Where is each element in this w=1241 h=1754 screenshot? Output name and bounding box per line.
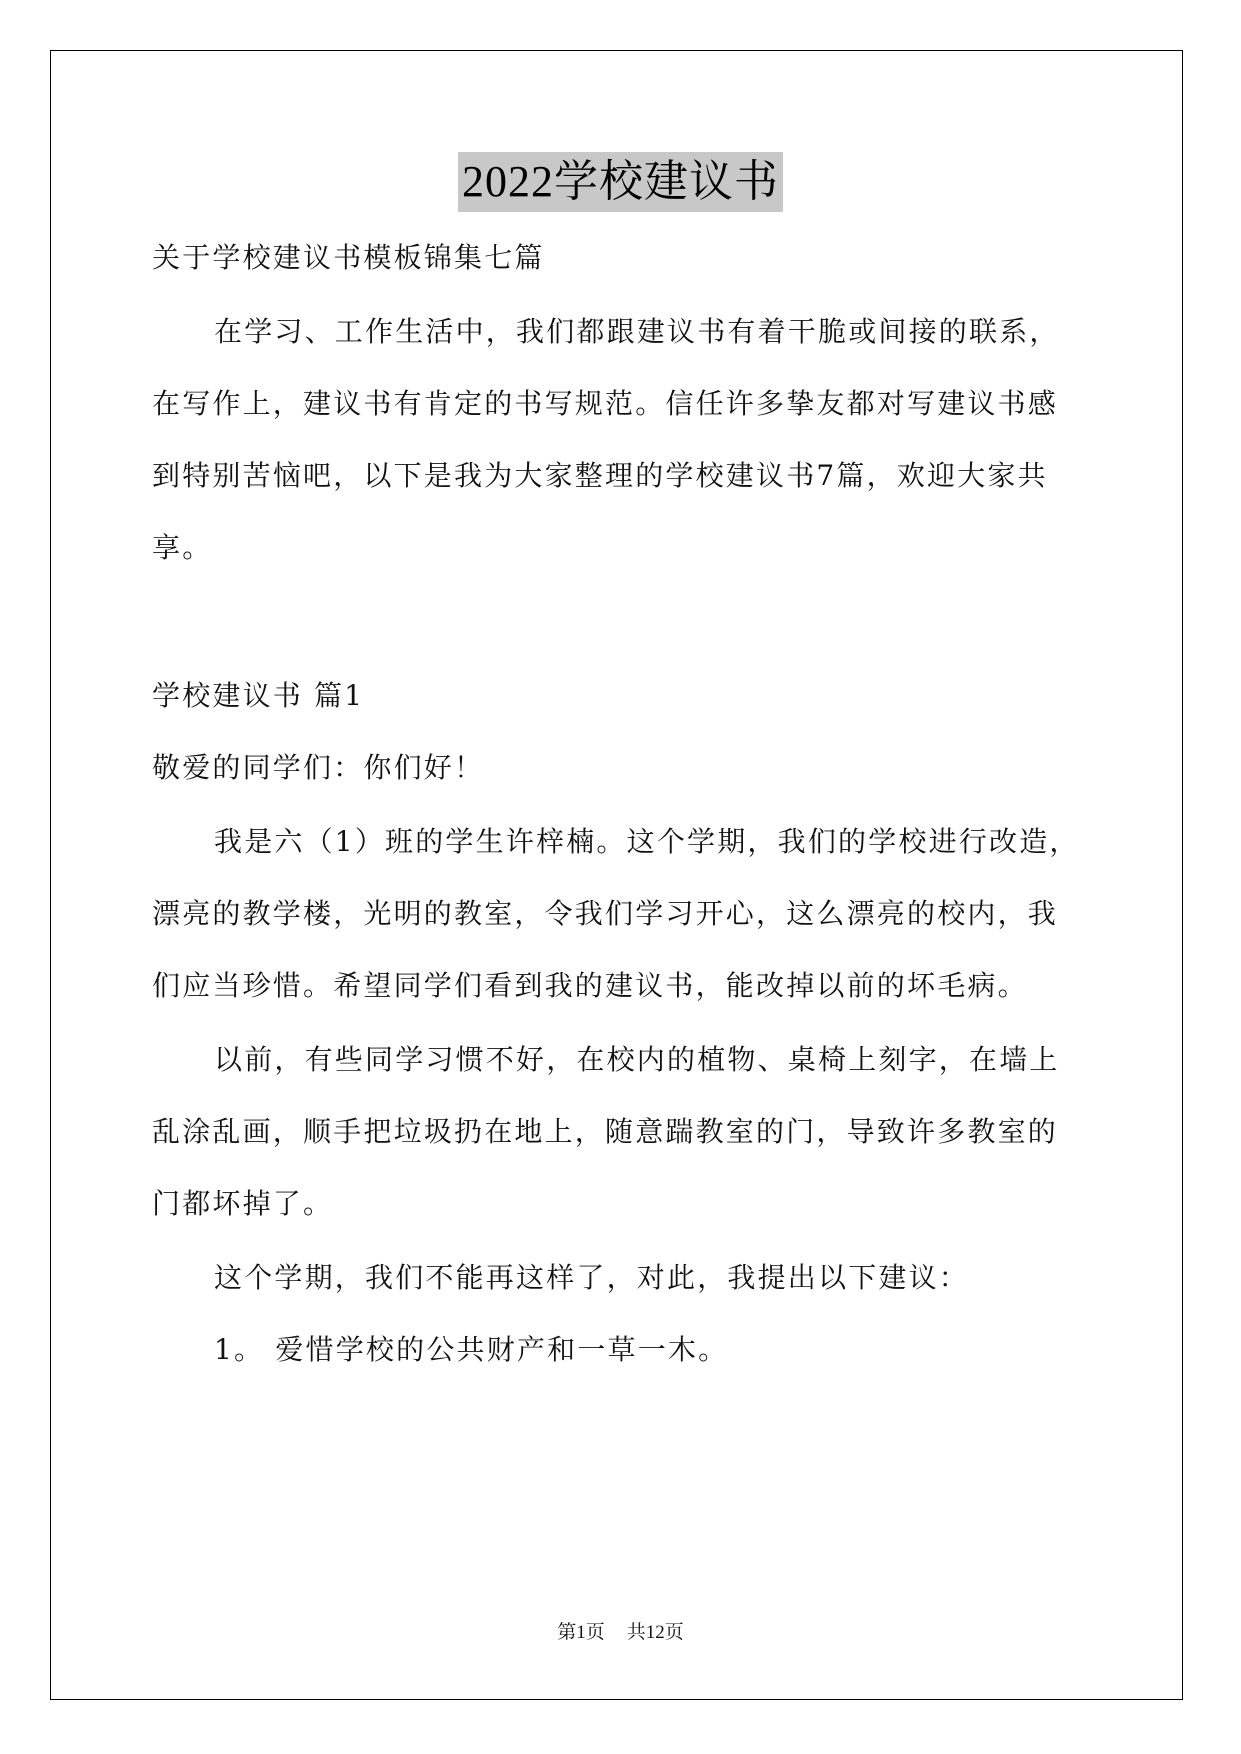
list-item-1: 1。 爱惜学校的公共财产和一草一木。 [214, 1333, 729, 1366]
paragraph3: 这个学期，我们不能再这样了，对此，我提出以下建议： [214, 1261, 970, 1294]
page-total: 共12页 [626, 1622, 684, 1643]
page-number: 第1页 [557, 1622, 605, 1643]
document-title: 2022学校建议书 [458, 152, 783, 212]
section-heading: 学校建议书 篇1 [152, 679, 365, 712]
paragraph1-line-2: 漂亮的教学楼，光明的教室，令我们学习开心，这么漂亮的校内，我 [152, 897, 1059, 930]
intro-line-4: 享。 [152, 531, 213, 564]
title-container [0, 152, 1241, 212]
document-subtitle: 关于学校建议书模板锦集七篇 [152, 241, 545, 274]
intro-line-1: 在学习、工作生活中，我们都跟建议书有着干脆或间接的联系， [214, 315, 1060, 348]
paragraph1-line-3: 们应当珍惜。希望同学们看到我的建议书，能改掉以前的坏毛病。 [152, 969, 1028, 1002]
paragraph2-line-2: 乱涂乱画，顺手把垃圾扔在地上，随意踹教室的门，导致许多教室的 [152, 1115, 1059, 1148]
greeting: 敬爱的同学们：你们好！ [152, 751, 485, 784]
page-footer [0, 1617, 1241, 1644]
paragraph2-line-3: 门都坏掉了。 [152, 1187, 334, 1220]
paragraph1-line-1: 我是六（1）班的学生许梓楠。这个学期，我们的学校进行改造， [214, 825, 1080, 858]
intro-line-2: 在写作上，建议书有肯定的书写规范。信任许多挚友都对写建议书感 [152, 387, 1059, 420]
paragraph2-line-1: 以前，有些同学习惯不好，在校内的植物、桌椅上刻字，在墙上 [214, 1043, 1060, 1076]
intro-line-3: 到特别苦恼吧，以下是我为大家整理的学校建议书7篇，欢迎大家共 [152, 459, 1048, 492]
page-border [50, 50, 1183, 1700]
